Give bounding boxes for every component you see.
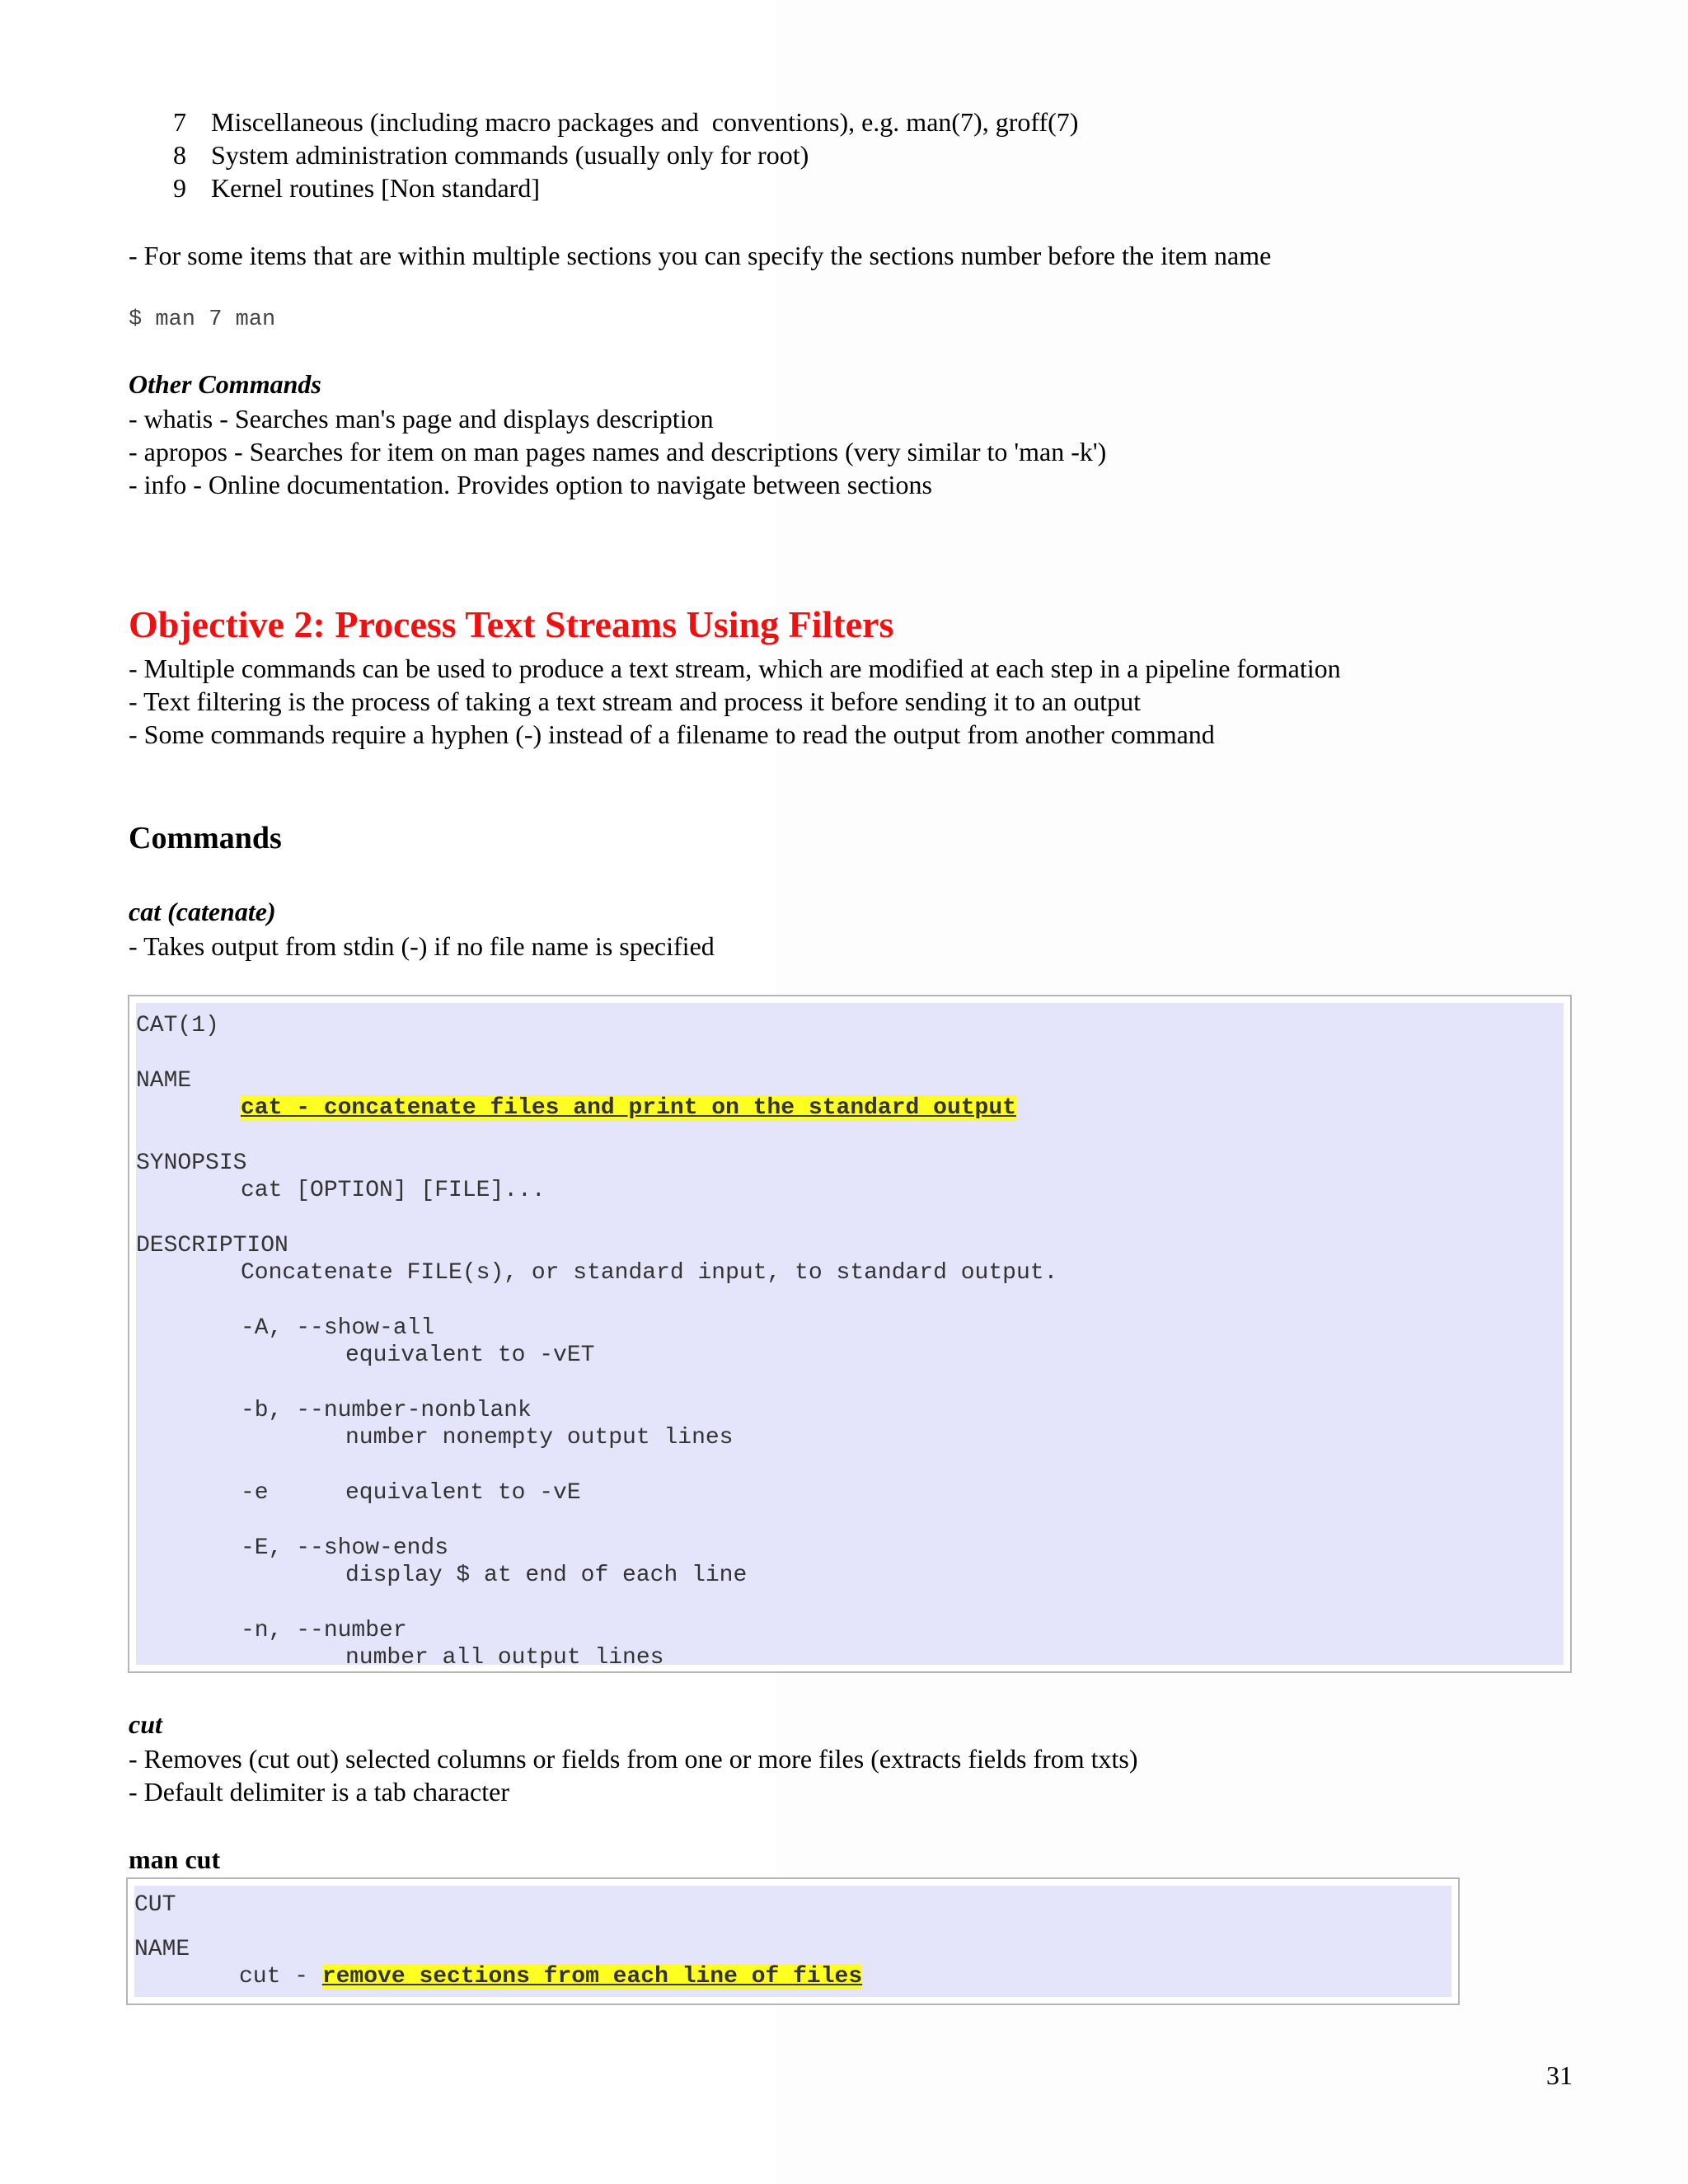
man-option: -e [241, 1480, 269, 1506]
man-description-text: Concatenate FILE(s), or standard input, to standard output. [241, 1260, 1058, 1286]
page-number: 31 [1546, 2060, 1573, 2090]
man-name-label: NAME [134, 1937, 190, 1962]
man-name-highlight: remove sections from each line of files [321, 1964, 863, 1990]
list-text: Kernel routines [Non standard] [211, 173, 540, 203]
man-name-highlight: cat - concatenate files and print on the standard output [241, 1095, 1016, 1121]
cut-bullet: - Default delimiter is a tab character [129, 1777, 509, 1807]
other-command-info: - info - Online documentation. Provides option to navigate between sections [129, 470, 932, 499]
man-option: -A, --show-all [241, 1315, 435, 1341]
man-synopsis-label: SYNOPSIS [136, 1151, 247, 1176]
list-text: Miscellaneous (including macro packages and conventions), e.g. man(7), groff(7) [211, 107, 1079, 137]
other-command-apropos: - apropos - Searches for item on man pages names and descriptions (very similar to 'man -k') [129, 437, 1107, 466]
man-synopsis-text: cat [OPTION] [FILE]... [241, 1178, 546, 1203]
man-option-desc: equivalent to -vET [345, 1343, 595, 1368]
man-name-prefix: cut - [239, 1964, 322, 1990]
objective-bullet: - Multiple commands can be used to produce a text stream, which are modified at each step in a pipeline formation [129, 654, 1341, 683]
list-number: 9 [173, 173, 186, 203]
list-number: 7 [173, 107, 186, 137]
man-option-desc: number nonempty output lines [345, 1425, 734, 1451]
cut-heading: cut [129, 1709, 162, 1739]
objective-title: Objective 2: Process Text Streams Using Filters [129, 603, 894, 645]
man-name-label: NAME [136, 1068, 192, 1094]
list-text: System administration commands (usually only for root) [211, 140, 809, 170]
other-command-whatis: - whatis - Searches man's page and displays description [129, 404, 714, 434]
cut-bullet: - Removes (cut out) selected columns or fields from one or more files (extracts fields from txts) [129, 1744, 1138, 1774]
man-cut-heading: man cut [129, 1844, 221, 1874]
man-option-desc: number all output lines [345, 1645, 664, 1671]
man-option-desc: display $ at end of each line [345, 1563, 748, 1588]
cut-man-page-body [134, 1886, 1451, 1997]
cat-description: - Takes output from stdin (-) if no file name is specified [129, 931, 715, 961]
objective-bullet: - Some commands require a hyphen (-) instead of a filename to read the output from another command [129, 719, 1215, 749]
man-option-desc: equivalent to -vE [345, 1480, 581, 1506]
sections-note: - For some items that are within multiple sections you can specify the sections number before the item name [129, 241, 1272, 270]
man-title: CUT [134, 1892, 176, 1918]
other-commands-heading: Other Commands [129, 369, 321, 399]
objective-bullet: - Text filtering is the process of taking a text stream and process it before sending it to an output [129, 687, 1141, 716]
commands-heading: Commands [129, 821, 282, 855]
list-number: 8 [173, 140, 186, 170]
list-item [173, 105, 1078, 138]
man-option: -b, --number-nonblank [241, 1398, 532, 1423]
cat-man-page [128, 995, 1572, 1673]
example-command: $ man 7 man [129, 307, 276, 332]
cat-heading: cat (catenate) [129, 897, 276, 926]
list-item [173, 171, 540, 204]
man-option: -E, --show-ends [241, 1535, 449, 1561]
man-description-label: DESCRIPTION [136, 1233, 288, 1258]
cut-man-page [126, 1877, 1460, 2005]
list-item [173, 138, 809, 171]
man-option: -n, --number [241, 1618, 407, 1643]
man-title: CAT(1) [136, 1013, 219, 1038]
cat-man-page-body [136, 1003, 1564, 1671]
